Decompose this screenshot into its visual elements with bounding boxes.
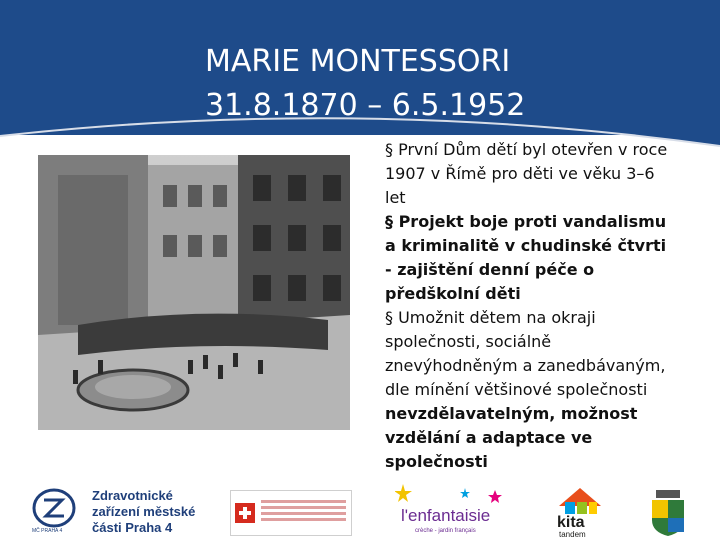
- zzm-sub-label: MČ PRAHA 4: [32, 528, 63, 534]
- bullet-text: nevzdělavatelným, možnost vzdělání a adaptace ve společnosti: [385, 404, 638, 471]
- bullet-marker: §: [385, 212, 393, 231]
- coat-of-arms-icon: [648, 490, 688, 536]
- swiss-text-lines: [261, 497, 346, 524]
- bullet-text: První Dům dětí byl otevřen v roce 1907 v Římě pro děti ve věku 3–6 let: [385, 140, 668, 207]
- bullet-item: [385, 210, 675, 306]
- enfantaisie-logo: [395, 482, 520, 538]
- zzm-name: [92, 488, 195, 536]
- house-icon: [555, 486, 605, 516]
- zzm-name-line3: části Praha 4: [92, 520, 173, 535]
- historical-photo: [38, 155, 350, 430]
- enfantaisie-name: l'enfantaisie: [401, 506, 491, 525]
- kita-name: kita: [557, 514, 585, 531]
- bullet-list: [385, 138, 675, 474]
- title-dates: 31.8.1870 – 6.5.1952: [205, 88, 526, 123]
- kita-tandem-logo: [555, 486, 605, 538]
- courtyard-photo-image: [38, 155, 350, 430]
- enfantaisie-tagline: crèche - jardin français: [415, 528, 476, 534]
- bullet-item: [385, 306, 675, 402]
- bullet-text: Umožnit dětem na okraji společnosti, sociálně znevýhodněným a zanedbávaným, dle mínění většinové společnosti: [385, 308, 666, 399]
- kita-sub: tandem: [559, 530, 586, 539]
- zzm-name-line2: zařízení městské: [92, 504, 196, 519]
- zzm-name-line1: Zdravotnické: [92, 488, 173, 503]
- zzm-praha4-logo: [30, 486, 220, 538]
- swiss-confederation-logo: [230, 490, 352, 536]
- title-name: MARIE MONTESSORI: [205, 44, 511, 79]
- bullet-item: [385, 138, 675, 210]
- bullet-continuation: [385, 402, 675, 474]
- praha4-crest-logo: [648, 490, 688, 536]
- logo-footer: [0, 478, 720, 540]
- bullet-text: Projekt boje proti vandalismu a kriminalitě v chudinské čtvrti - zajištění denní péče o předškolní děti: [385, 212, 667, 303]
- bullet-marker: §: [385, 308, 393, 327]
- slide-title: [205, 40, 525, 128]
- bullet-marker: §: [385, 140, 393, 159]
- swiss-cross-icon: [235, 503, 255, 523]
